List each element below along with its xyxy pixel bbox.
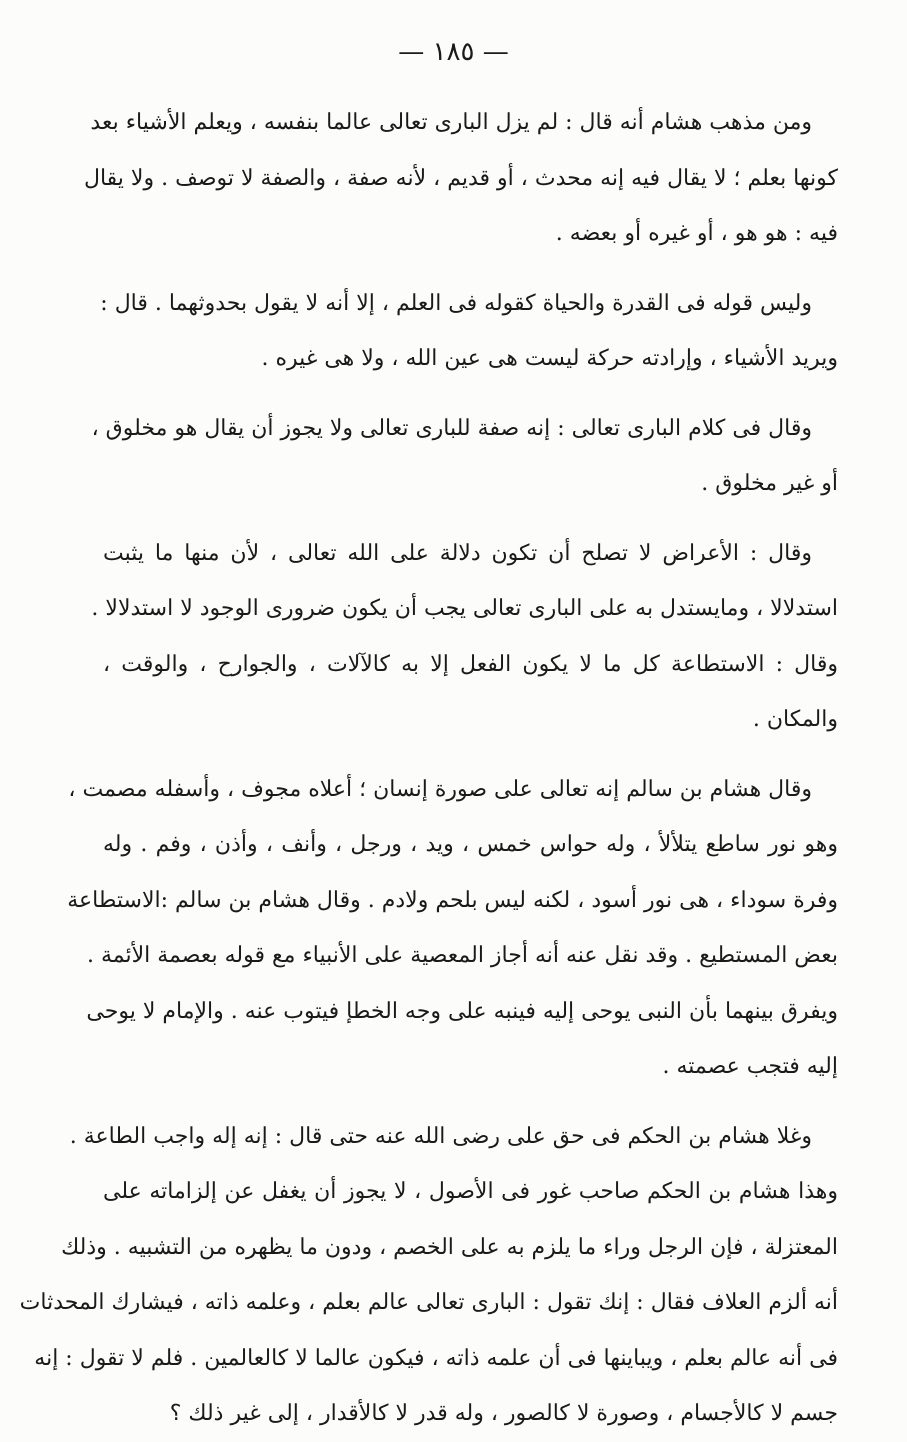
text-line: استدلالا ، ومايستدل به على البارى تعالى يجب أن يكون ضرورى الوجود لا استدلالا . xyxy=(91,596,838,621)
text-line: إليه فتجب عصمته . xyxy=(662,1054,838,1079)
text-line: وقال : الاستطاعة كل ما لا يكون الفعل إلا به كالآلات ، والجوارح ، والوقت ، xyxy=(103,651,838,677)
text-line: ومن مذهب هشام أنه قال : لم يزل البارى تعالى عالما بنفسه ، ويعلم الأشياء بعد xyxy=(90,110,812,135)
text-line: ويريد الأشياء ، وإرادته حركة ليست هى عين الله ، ولا هى غيره . xyxy=(261,346,838,371)
text-line: فيه : هو هو ، أو غيره أو بعضه . xyxy=(555,221,838,246)
text-line: وهذا هشام بن الحكم صاحب غور فى الأصول ، لا يجوز أن يغفل عن إلزاماته على xyxy=(103,1179,839,1204)
text-line: أنه ألزم العلاف فقال : إنك تقول : البارى تعالى عالم بعلم ، وعلمه ذاته ، فيشارك المحدثات xyxy=(19,1290,838,1315)
text-line: بعض المستطيع . وقد نقل عنه أنه أجاز المعصية على الأنبياء مع قوله بعصمة الأئمة . xyxy=(86,943,838,968)
text-line: فى أنه عالم بعلم ، ويباينها فى أن علمه ذاته ، فيكون عالما لا كالعالمين . فلم لا تقول : إنه xyxy=(34,1345,838,1371)
paragraph-5 xyxy=(67,762,838,1095)
paragraph-1 xyxy=(83,95,838,262)
paragraph-6 xyxy=(19,1109,839,1442)
paragraph-2 xyxy=(100,276,838,387)
paragraph-4 xyxy=(91,526,838,748)
text-line: المعتزلة ، فإن الرجل وراء ما يلزم به على الخصم ، ودون ما يظهره من التشبيه . وذلك xyxy=(61,1234,838,1260)
page-number: — ١٨٥ — xyxy=(398,37,509,67)
text-line: والمكان . xyxy=(752,707,838,732)
text-line: ويفرق بينهما بأن النبى يوحى إليه فينبه على وجه الخطإ فيتوب عنه . والإمام لا يوحى xyxy=(86,998,838,1024)
text-line: كونها بعلم ؛ لا يقال فيه إنه محدث ، أو قديم ، لأنه صفة ، والصفة لا توصف . ولا يقال xyxy=(83,165,838,191)
text-line: وغلا هشام بن الحكم فى حق على رضى الله عنه حتى قال : إنه إله واجب الطاعة . xyxy=(69,1123,812,1149)
text-line: وليس قوله فى القدرة والحياة كقوله فى العلم ، إلا أنه لا يقول بحدوثهما . قال : xyxy=(100,290,812,316)
text-line: وقال فى كلام البارى تعالى : إنه صفة للبارى تعالى ولا يجوز أن يقال هو مخلوق ، xyxy=(91,415,812,441)
text-line: جسم لا كالأجسام ، وصورة لا كالصور ، وله قدر لا كالأقدار ، إلى غير ذلك ؟ xyxy=(169,1401,838,1426)
text-line: وقال هشام بن سالم إنه تعالى على صورة إنسان ؛ أعلاه مجوف ، وأسفله مصمت ، xyxy=(68,776,812,802)
paragraph-3 xyxy=(91,401,838,512)
text-line: وقال : الأعراض لا تصلح أن تكون دلالة على الله تعالى ، لأن منها ما يثبت xyxy=(103,540,812,566)
page-body xyxy=(19,95,839,1442)
text-line: وهو نور ساطع يتلألأ ، وله حواس خمس ، ويد ، ورجل ، وأنف ، وأذن ، وفم . وله xyxy=(103,832,838,857)
text-line: أو غير مخلوق . xyxy=(701,471,838,496)
text-line: وفرة سوداء ، هى نور أسود ، لكنه ليس بلحم ولادم . وقال هشام بن سالم :الاستطاعة xyxy=(67,887,838,913)
